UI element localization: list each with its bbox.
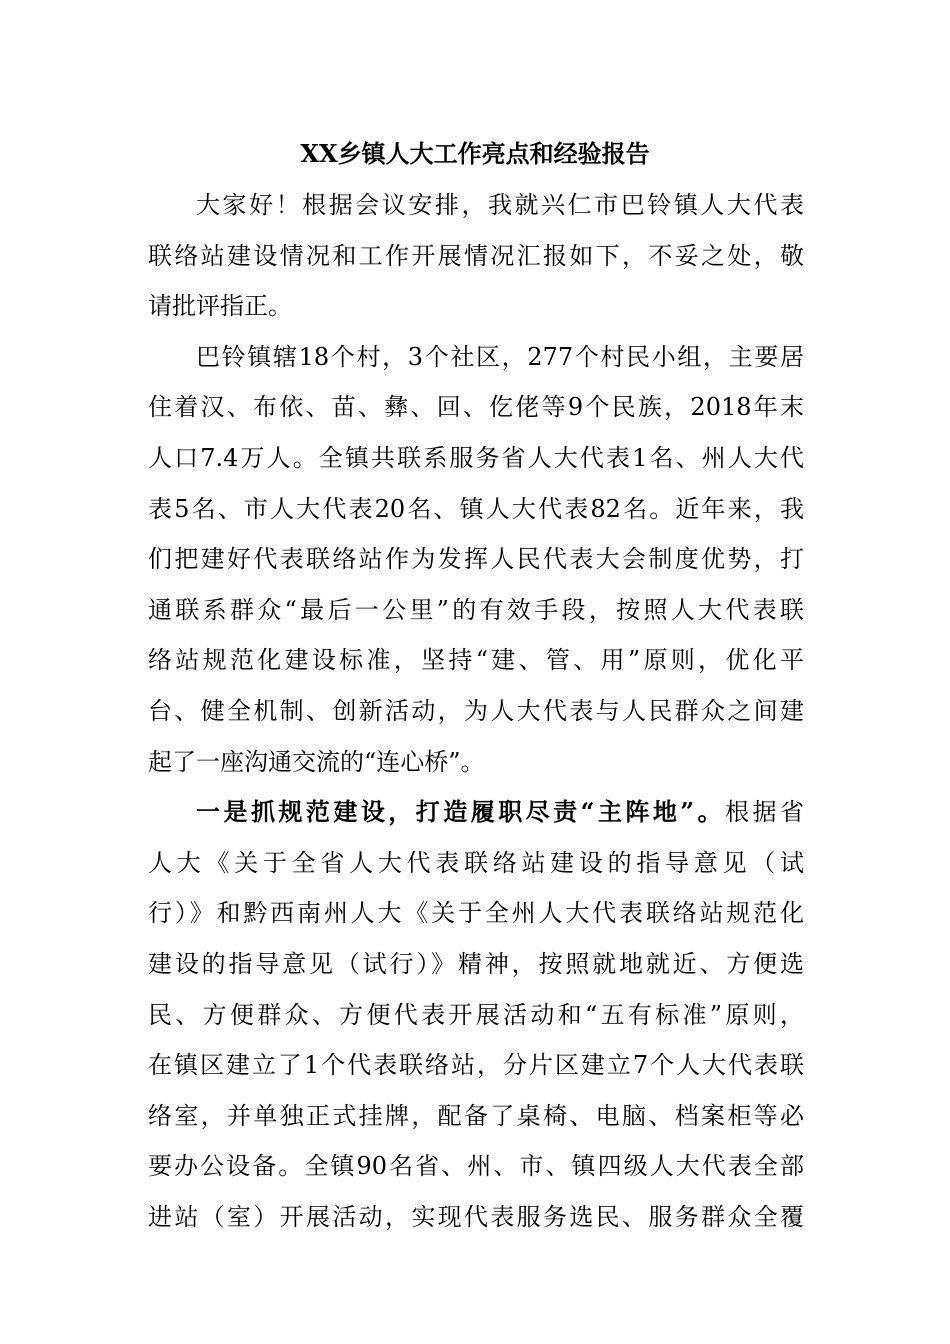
- text-line: [148, 787, 804, 838]
- document-title: XX乡镇人大工作亮点和经验报告: [300, 139, 650, 168]
- document-body: [148, 180, 804, 1242]
- section-heading: 一是抓规范建设，打造履职尽责“主阵地”。: [196, 797, 726, 827]
- text-line: 巴铃镇辖18个村，3个社区，277个村民小组，主要居: [196, 342, 804, 371]
- text-line: 行）》和黔西南州人大《关于全州人大代表联络站规范化: [148, 899, 804, 928]
- text-line: 起了一座沟通交流的“连心桥”。: [148, 747, 485, 776]
- text-line: 进站（室）开展活动，实现代表服务选民、服务群众全覆: [148, 1202, 804, 1231]
- text-line: 联络站建设情况和工作开展情况汇报如下，不妥之处，敬: [148, 241, 804, 270]
- heading-line-rest: 根据省: [725, 798, 805, 827]
- text-line: 们把建好代表联络站作为发挥人民代表大会制度优势，打: [148, 545, 804, 574]
- text-line: 人大《关于全省人大代表联络站建设的指导意见（试: [148, 848, 804, 877]
- text-line: 大家好！根据会议安排，我就兴仁市巴铃镇人大代表: [196, 191, 804, 219]
- text-line: 建设的指导意见（试行）》精神，按照就地就近、方便选: [148, 949, 804, 978]
- paragraph-overview: [148, 332, 804, 787]
- text-line: 络室，并单独正式挂牌，配备了桌椅、电脑、档案柜等必: [148, 1101, 804, 1130]
- text-line: 请批评指正。: [148, 292, 292, 321]
- text-line: 要办公设备。全镇90名省、州、市、镇四级人大代表全部: [148, 1152, 804, 1181]
- text-line: 络站规范化建设标准，坚持“建、管、用”原则，优化平: [148, 646, 804, 675]
- text-line: 表5名、市人大代表20名、镇人大代表82名。近年来，我: [148, 494, 804, 523]
- text-line: 台、健全机制、创新活动，为人大代表与人民群众之间建: [148, 696, 804, 725]
- text-line: 人口7.4万人。全镇共联系服务省人大代表1名、州人大代: [148, 443, 804, 472]
- text-line: 民、方便群众、方便代表开展活动和“五有标准”原则，: [148, 1000, 804, 1029]
- paragraph-greeting: [148, 180, 804, 332]
- paragraph-standard-construction: [148, 787, 804, 1242]
- text-line: 住着汉、布依、苗、彝、回、仡佬等9个民族，2018年末: [148, 393, 804, 422]
- text-line: 在镇区建立了1个代表联络站，分片区建立7个人大代表联: [148, 1051, 804, 1080]
- text-line: 通联系群众“最后一公里”的有效手段，按照人大代表联: [148, 595, 804, 624]
